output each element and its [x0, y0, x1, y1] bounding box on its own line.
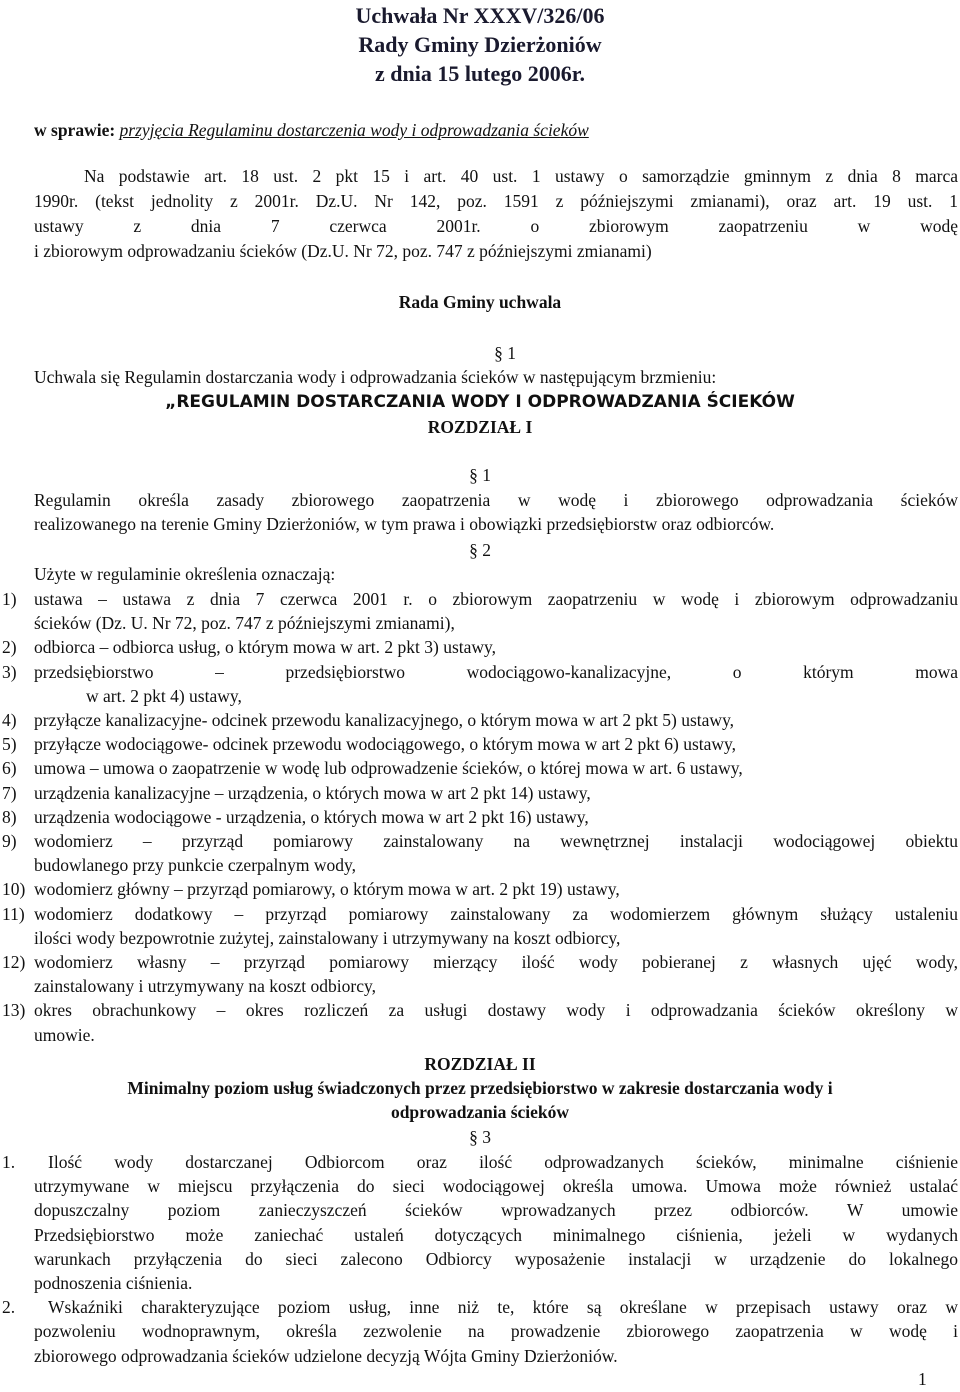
definition-text: urządzenia kanalizacyjne – urządzenia, o których mowa w art 2 pkt 14) ustawy,: [34, 782, 591, 803]
definition-number: 5): [2, 734, 17, 755]
definition-number: 3): [2, 661, 17, 682]
preamble-line-4: i zbiorowym odprowadzaniu ścieków (Dz.U. Nr 72, poz. 747 z późniejszymi zmianami): [34, 241, 652, 261]
definition-number: 9): [2, 831, 17, 851]
definition-text: przyłącze wodociągowe- odcinek przewodu wodociągowego, o którym mowa w art 2 pkt 6) ustawy,: [34, 734, 737, 755]
resolves-heading: Rada Gminy uchwala: [398, 292, 562, 312]
definition-text: wodomierz główny – przyrząd pomiarowy, o którym mowa w art. 2 pkt 19) ustawy,: [34, 879, 620, 900]
definition-number: 11): [2, 903, 25, 924]
point-text: Ilość wody dostarczanej Odbiorcom oraz ilość odprowadzanych ścieków, minimalne ciśnienie: [48, 1152, 958, 1172]
definition-text: wodomierz – przyrząd pomiarowy zainstalowany na wewnętrznej instalacji wodociągowej obiektu: [34, 831, 958, 851]
chapter-2-title-line-1: Minimalny poziom usług świadczonych przez przedsiębiorstwo w zakresie dostarczania wody i: [127, 1078, 833, 1098]
point-number: 1.: [2, 1152, 16, 1172]
definition-text: przyłącze kanalizacyjne- odcinek przewodu kanalizacyjnego, o którym mowa w art 2 pkt 5) ustawy,: [34, 710, 735, 730]
definition-text: umowie.: [34, 1024, 95, 1045]
definition-text: zainstalowany i utrzymywany na koszt odbiorcy,: [34, 976, 376, 997]
definition-number: 10): [2, 879, 26, 900]
resolution-number: Uchwała Nr XXXV/326/06: [355, 3, 605, 28]
definition-text: w art. 2 pkt 4) ustawy,: [86, 685, 242, 706]
point-text: warunkach przyłączenia do sieci zalecono Odbiorcy wyposażenie instalacji w urządzenie do lokalnego: [34, 1248, 958, 1269]
enact-line: Uchwala się Regulamin dostarczania wody i odprowadzania ścieków w następującym brzmieniu:: [34, 367, 717, 387]
definition-number: 7): [2, 782, 17, 803]
subject-prefix: w sprawie:: [34, 120, 116, 140]
definition-text: odbiorca – odbiorca usług, o którym mowa w art. 2 pkt 3) ustawy,: [34, 637, 497, 658]
page-number: 1: [918, 1369, 927, 1389]
subject-line: [34, 118, 589, 142]
definition-number: 13): [2, 1000, 26, 1021]
definition-text: umowa – umowa o zaopatrzenie w wodę lub odprowadzenie ścieków, o której mowa w art. 6 ustawy,: [34, 758, 743, 779]
point-text: dopuszczalny poziom zanieczyszczeń ścieków wprowadzanych przez odbiorców. W umowie: [34, 1200, 958, 1221]
preamble-line-2: 1990r. (tekst jednolity z 2001r. Dz.U. Nr 142, poz. 1591 z późniejszymi zmianami), oraz art. 19 ust. 1: [34, 191, 958, 211]
definition-text: ustawa – ustawa z dnia 7 czerwca 2001 r. o zbiorowym zaopatrzeniu w wodę i zbiorowym odprowadzaniu: [34, 589, 958, 609]
definition-text: ścieków (Dz. U. Nr 72, poz. 747 z późniejszymi zmianami),: [34, 613, 455, 634]
definition-number: 8): [2, 806, 17, 827]
paragraph-1-mark: § 1: [469, 465, 491, 485]
paragraph-1-line-2: realizowanego na terenie Gminy Dzierżoniów, w tym prawa i obowiązki przedsiębiorstw oraz odbiorców.: [34, 514, 775, 534]
chapter-1-heading: ROZDZIAŁ I: [427, 417, 533, 437]
point-text: podnoszenia ciśnienia.: [34, 1273, 193, 1293]
paragraph-2-intro: Użyte w regulaminie określenia oznaczają:: [34, 564, 336, 584]
council-name: Rady Gminy Dzierżoniów: [358, 32, 602, 57]
paragraph-3-mark: § 3: [469, 1127, 491, 1147]
point-text: Wskaźniki charakteryzujące poziom usług, inne niż te, które są określane w przepisach ustawy oraz w: [48, 1297, 958, 1318]
regulation-title: „REGULAMIN DOSTARCZANIA WODY I ODPROWADZANIA ŚCIEKÓW: [165, 392, 795, 412]
preamble-line-1: Na podstawie art. 18 ust. 2 pkt 15 i art. 40 ust. 1 ustawy o samorządzie gminnym z dnia 8 marca: [84, 166, 958, 186]
definition-text: wodomierz dodatkowy – przyrząd pomiarowy zainstalowany za wodomierzem głównym służący ustaleniu: [34, 903, 958, 924]
subject-text: przyjęcia Regulaminu dostarczenia wody i odprowadzania ścieków: [119, 120, 589, 140]
definition-text: wodomierz własny – przyrząd pomiarowy mierzący ilość wody pobieranej z własnych ujęć wody,: [34, 952, 958, 972]
preamble-line-3: ustawy z dnia 7 czerwca 2001r. o zbiorowym zaopatrzeniu w wodę: [34, 216, 958, 236]
definition-number: 4): [2, 710, 17, 730]
point-number: 2.: [2, 1297, 16, 1318]
paragraph-2-mark: § 2: [469, 540, 491, 560]
chapter-2-heading: ROZDZIAŁ II: [424, 1054, 536, 1074]
definition-number: 2): [2, 637, 17, 658]
definition-text: ilości wody bezpowrotnie zużytej, zainstalowany i utrzymywany na koszt odbiorcy,: [34, 927, 621, 948]
point-text: utrzymywane w miejscu przyłączenia do sieci wodociągowej określa umowa. Umowa może również ustalać: [34, 1176, 958, 1197]
definition-number: 6): [2, 758, 17, 779]
resolution-date: z dnia 15 lutego 2006r.: [374, 61, 586, 86]
definition-text: okres obrachunkowy – okres rozliczeń za usługi dostawy wody i odprowadzania ścieków określony w: [34, 1000, 958, 1021]
point-text: pozwoleniu wodnoprawnym, określa zezwolenie na prowadzenie zbiorowego zaopatrzenia w wodę i: [34, 1321, 958, 1342]
definition-text: budowlanego przy punkcie czerpalnym wody,: [34, 855, 357, 876]
definition-number: 1): [2, 589, 17, 609]
section-mark-1: § 1: [494, 343, 516, 363]
definition-text: przedsiębiorstwo – przedsiębiorstwo wodociągowo-kanalizacyjne, o którym mowa: [34, 661, 958, 682]
definition-number: 12): [2, 952, 26, 972]
chapter-2-title-line-2: odprowadzania ścieków: [390, 1102, 570, 1122]
paragraph-1-line-1: Regulamin określa zasady zbiorowego zaopatrzenia w wodę i zbiorowego odprowadzania ścieków: [34, 490, 958, 510]
point-text: Przedsiębiorstwo może zaniechać ustaleń dotyczących minimalnego ciśnienia, jeżeli w wydanych: [34, 1224, 958, 1245]
point-text: zbiorowego odprowadzania ścieków udzielone decyzją Wójta Gminy Dzierżoniów.: [34, 1345, 618, 1366]
definition-text: urządzenia wodociągowe - urządzenia, o których mowa w art 2 pkt 16) ustawy,: [34, 806, 589, 827]
